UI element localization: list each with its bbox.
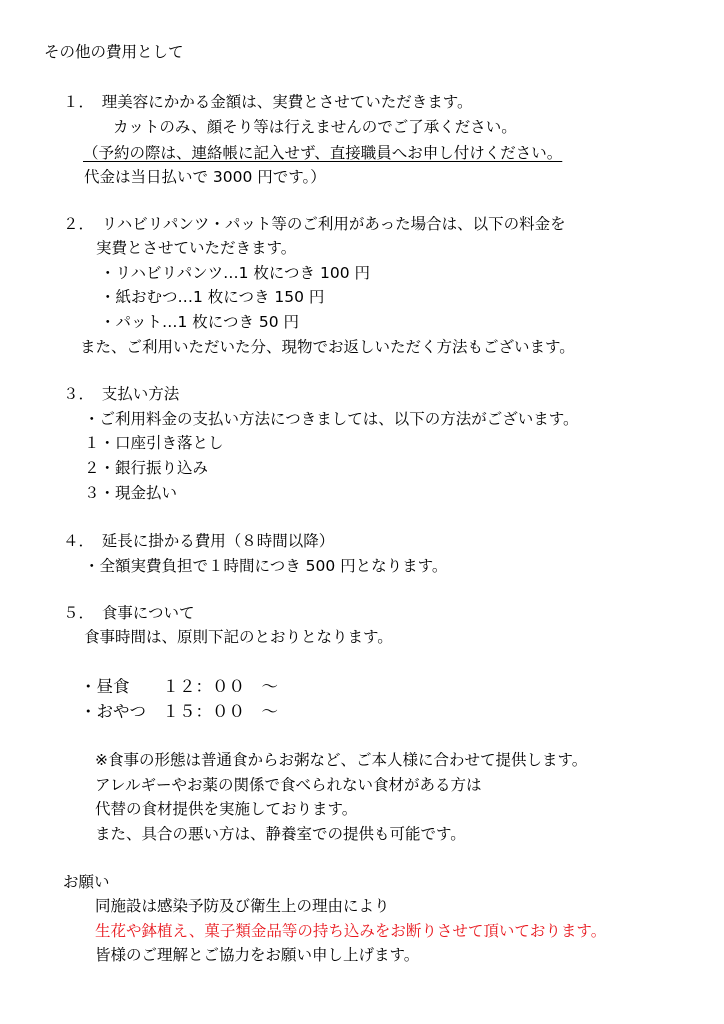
request-line-1: 同施設は感染予防及び衛生上の理由により	[95, 897, 390, 915]
meal-note-1: ※食事の形態は普通食からお粥など、ご本人様に合わせて提供します。	[95, 751, 588, 769]
section-2-line-1: 実費とさせていただきます。	[96, 239, 297, 257]
section-1-line-2: （予約の際は、連絡帳に記入せず、直接職員へお申し付けください。	[83, 144, 563, 162]
request-line-3: 皆様のご理解とご協力をお願い申し上げます。	[95, 946, 420, 964]
meal-note-2: アレルギーやお薬の関係で食べられない食材がある方は	[95, 776, 482, 794]
request-warning-line: 生花や鉢植え、菓子類金品等の持ち込みをお断りさせて頂いております。	[95, 922, 607, 940]
section-2-title: ２． リハビリパンツ・パット等のご利用があった場合は、以下の料金を	[63, 215, 566, 233]
payment-method-3: ３・現金払い	[84, 484, 178, 502]
meal-time-snack: ・おやつ １５：００ ～	[80, 702, 278, 721]
section-4-line-1: ・全額実費負担で１時間につき 500 円となります。	[84, 557, 448, 575]
section-2-item-1: ・リハビリパンツ…1 枚につき 100 円	[100, 264, 370, 282]
meal-time-lunch: ・昼食 １２：００ ～	[80, 677, 278, 696]
section-1-line-1: カットのみ、顔そり等は行えませんのでご了承ください。	[113, 118, 517, 136]
section-5-title: ５． 食事について	[63, 604, 195, 622]
page-heading: その他の費用として	[44, 43, 184, 61]
section-3-title: ３． 支払い方法	[63, 385, 180, 403]
section-4-title: ４． 延長に掛かる費用（８時間以降）	[63, 532, 335, 550]
meal-note-3: 代替の食材提供を実施しております。	[95, 800, 358, 818]
section-1-title: １． 理美容にかかる金額は、実費とさせていただきます。	[63, 93, 473, 111]
section-2-item-3: ・パット…1 枚につき 50 円	[100, 313, 300, 331]
request-title: お願い	[63, 873, 110, 891]
section-3-line-1: ・ご利用料金の支払い方法につきましては、以下の方法がございます。	[84, 410, 579, 428]
section-2-item-2: ・紙おむつ…1 枚につき 150 円	[100, 288, 325, 306]
section-2-note: また、ご利用いただいた分、現物でお返しいただく方法もございます。	[80, 338, 575, 356]
section-5-line-1: 食事時間は、原則下記のとおりとなります。	[84, 628, 393, 646]
section-1-line-3: 代金は当日払いで 3000 円です。）	[84, 168, 326, 186]
payment-method-1: １・口座引き落とし	[84, 434, 224, 452]
payment-method-2: ２・銀行振り込み	[84, 459, 209, 477]
meal-note-4: また、具合の悪い方は、静養室での提供も可能です。	[95, 825, 466, 843]
